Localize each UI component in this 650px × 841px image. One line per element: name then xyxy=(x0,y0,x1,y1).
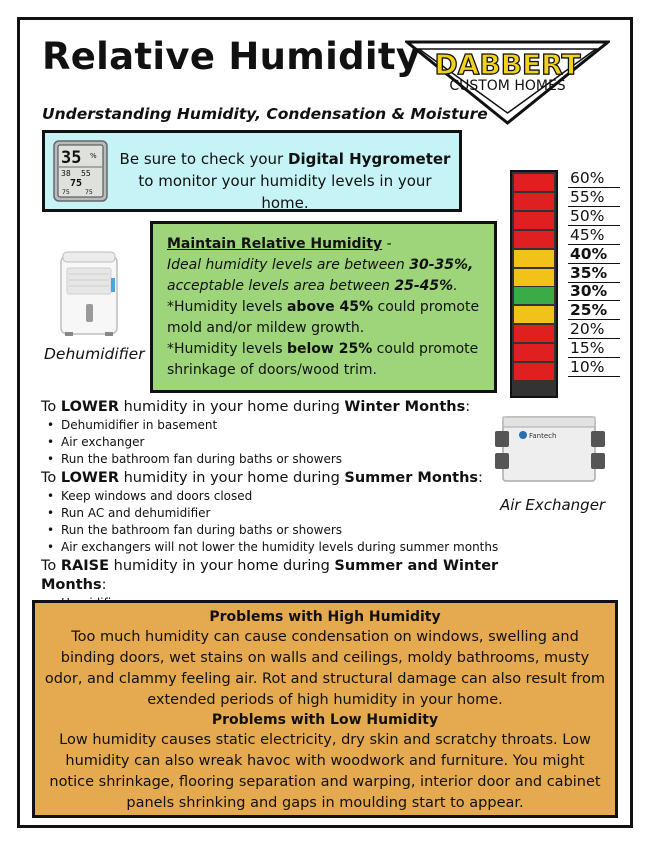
air-exchanger-image xyxy=(495,413,605,485)
humidity-level-60-swatch xyxy=(514,174,554,191)
humidity-level-10-swatch xyxy=(514,363,554,380)
summer-lower-list xyxy=(47,488,501,556)
acceptable-levels-line: acceptable levels area between 25-45%. xyxy=(167,278,458,294)
winter-lower-heading: To LOWER humidity in your home during Winter Months: xyxy=(41,399,471,415)
humidity-level-55-swatch xyxy=(514,193,554,210)
humidity-level-50-label: 50% xyxy=(568,208,620,226)
humidity-level-20-swatch xyxy=(514,325,554,342)
humidity-level-20-label: 20% xyxy=(568,321,620,339)
list-item: • Run AC and dehumidifier xyxy=(47,505,501,522)
humidity-level-30-swatch xyxy=(514,287,554,304)
hygrometer-tip: Be sure to check your Digital Hygrometer to monitor your humidity levels in your home. xyxy=(119,150,451,212)
humidity-level-35-label: 35% xyxy=(568,265,620,283)
high-humidity-text: Too much humidity can cause condensation on windows, swelling and binding doors, wet stains on walls and ceilings, moldy bathrooms, musty odor, and clammy feeling air. Rot and structural damage can also result from extended periods of high humidity in your home. xyxy=(44,629,606,708)
air-exchanger-caption: Air Exchanger xyxy=(500,496,606,514)
list-item: • Keep windows and doors closed xyxy=(47,488,501,505)
hygrometer-callout xyxy=(42,130,462,212)
humidity-level-15-swatch xyxy=(514,344,554,361)
raise-heading: To RAISE humidity in your home during Summer and Winter Months: xyxy=(41,558,499,593)
list-item: • Run the bathroom fan during baths or showers xyxy=(47,522,501,539)
humidity-level-35-swatch xyxy=(514,269,554,286)
maintain-humidity-box xyxy=(150,221,497,393)
low-humidity-heading: Problems with Low Humidity xyxy=(211,712,439,728)
logo-name-text: DABBERT xyxy=(434,48,581,81)
hygrometer-humidity-text: 35 xyxy=(61,148,82,168)
page-subtitle: Understanding Humidity, Condensation & Moisture xyxy=(42,105,488,123)
problems-box xyxy=(32,600,618,818)
summer-lower-heading: To LOWER humidity in your home during Summer Months: xyxy=(41,470,483,486)
dehumidifier-image xyxy=(55,248,123,338)
below-25-line: *Humidity levels below 25% could promote xyxy=(167,341,479,357)
humidity-level-50-swatch xyxy=(514,212,554,229)
hygrometer-low-text: 75 xyxy=(62,188,70,196)
humidity-level-45-swatch xyxy=(514,231,554,248)
air-exchanger-brand-text: Fantech xyxy=(529,432,557,440)
humidity-level-55-label: 55% xyxy=(568,189,620,207)
maintain-heading: Maintain Relative Humidity - xyxy=(167,236,392,252)
below-25-line2: shrinkage of doors/wood trim. xyxy=(167,362,377,378)
above-45-line2: mold and/or mildew growth. xyxy=(167,320,365,336)
humidity-level-30-label: 30% xyxy=(568,283,620,301)
dehumidifier-caption: Dehumidifier xyxy=(44,345,145,363)
humidity-level-60-label: 60% xyxy=(568,170,620,188)
list-item: • Dehumidifier in basement xyxy=(47,417,501,434)
humidity-level-10-label: 10% xyxy=(568,359,620,377)
ideal-levels-line: Ideal humidity levels are between 30-35%, xyxy=(167,257,474,273)
hygrometer-high-text: 75 xyxy=(85,188,93,196)
hygrometer-reading1-text: 38 xyxy=(61,169,71,178)
humidity-tips xyxy=(41,398,501,613)
dabbert-logo xyxy=(405,40,610,125)
above-45-line: *Humidity levels above 45% could promote xyxy=(167,299,480,315)
hygrometer-temp-text: 75 xyxy=(70,178,83,189)
humidity-scale-bar xyxy=(510,170,558,398)
winter-lower-list xyxy=(47,417,501,468)
low-humidity-text: Low humidity causes static electricity, dry skin and scratchy throats. Low humidity can also wreak havoc with woodwork and furniture. You might notice shrinkage, flooring separation and warping, interior door and cabinet panels shrinking and gaps in moulding start to appear. xyxy=(49,732,601,811)
logo-tagline-text: CUSTOM HOMES xyxy=(449,78,566,94)
humidity-level-45-label: 45% xyxy=(568,227,620,245)
humidity-level-25-swatch xyxy=(514,306,554,323)
hygrometer-image xyxy=(53,140,108,202)
hygrometer-reading2-text: 55 xyxy=(81,169,91,178)
list-item: • Air exchangers will not lower the humidity levels during summer months xyxy=(47,539,501,556)
list-item: • Air exchanger xyxy=(47,434,501,451)
humidity-level-40-label: 40% xyxy=(568,246,620,264)
humidity-level-40-swatch xyxy=(514,250,554,267)
high-humidity-heading: Problems with High Humidity xyxy=(209,609,441,625)
humidity-level-15-label: 15% xyxy=(568,340,620,358)
hygrometer-percent-text: % xyxy=(90,152,97,160)
page-title: Relative Humidity xyxy=(42,35,421,78)
humidity-level-25-label: 25% xyxy=(568,302,620,320)
list-item: • Run the bathroom fan during baths or showers xyxy=(47,451,501,468)
